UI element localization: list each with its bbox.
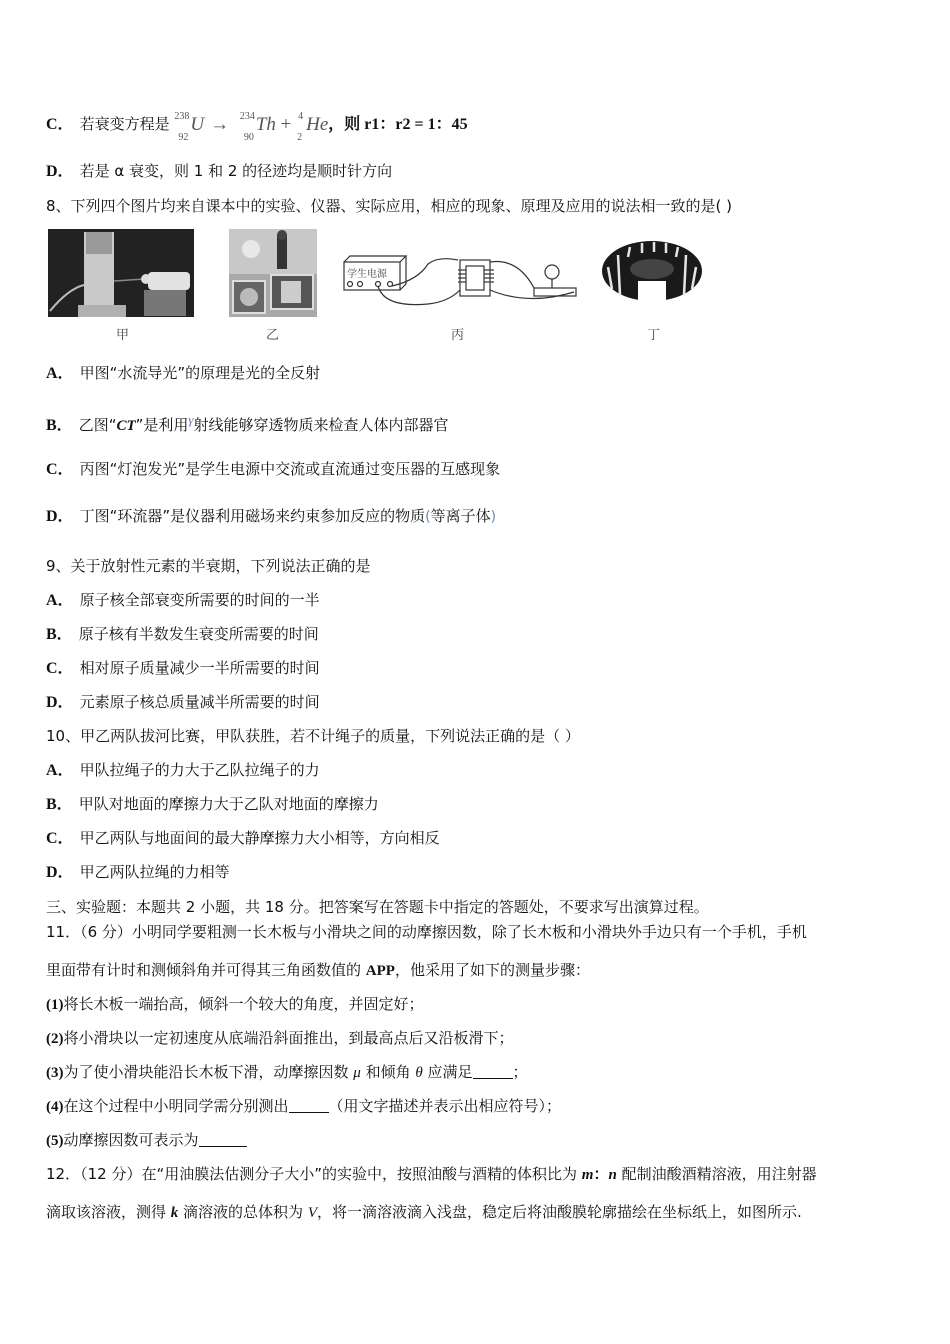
figure-ding-tokamak [598, 237, 706, 311]
q11-step-3: (3)为了使小滑块能沿长木板下滑，动摩擦因数 μ 和倾角 θ 应满足 ； [46, 1063, 528, 1081]
nuclide-uranium: 238 92 U [174, 110, 205, 143]
option-label: C． [46, 116, 74, 133]
q11-step-5: (5)动摩擦因数可表示为 [46, 1130, 247, 1151]
nuclide-helium: 4 2 He [297, 110, 329, 143]
q11-stem-line1: 11．（6 分）小明同学要粗测一长木板与小滑块之间的动摩擦因数，除了长木板和小滑块外手边只有一个手机，手机 [46, 923, 807, 941]
answer-blank[interactable] [289, 1098, 329, 1113]
figure-caption-yi: 乙 [266, 327, 280, 342]
q10-option-b: B． 甲队对地面的摩擦力大于乙队对地面的摩擦力 [46, 795, 379, 813]
q8-stem: 8、下列四个图片均来自课本中的实验、仪器、实际应用，相应的现象、原理及应用的说法相一致的是( ) [46, 197, 733, 215]
q10-option-a: A． 甲队拉绳子的力大于乙队拉绳子的力 [46, 761, 320, 779]
power-supply-label: 学生电源 [347, 269, 387, 280]
figure-caption-bing: 丙 [451, 327, 465, 342]
section-heading: 三、实验题：本题共 2 小题，共 18 分。把答案写在答题卡中指定的答题处，不要求写出演算过程。 [46, 898, 709, 916]
q9-stem: 9、关于放射性元素的半衰期，下列说法正确的是 [46, 557, 371, 575]
q7-option-c [46, 110, 468, 143]
q9-option-b: B． 原子核有半数发生衰变所需要的时间 [46, 625, 319, 643]
figure-jia-water-light-guide [48, 229, 194, 317]
q7-option-d [46, 161, 392, 182]
ct-scan-image [229, 229, 317, 317]
answer-blank[interactable] [473, 1064, 513, 1079]
q10-option-c: C． 甲乙两队与地面间的最大静摩擦力大小相等，方向相反 [46, 829, 440, 847]
q9-option-d: D． 元素原子核总质量减半所需要的时间 [46, 693, 320, 711]
water-light-guide-image [48, 229, 194, 317]
tokamak-coil-image [598, 237, 706, 311]
q12-stem-line1: 12．（12 分）在“用油膜法估测分子大小”的实验中，按照油酸与酒精的体积比为 m：n 配制油酸酒精溶液，用注射器 [46, 1165, 817, 1183]
figure-caption-ding: 丁 [647, 327, 661, 342]
arrow-icon: → [210, 113, 230, 135]
ratio-text: ，则 r1：r2 = 1：45 [328, 116, 468, 133]
option-text: 若衰变方程是 [79, 115, 170, 133]
q9-option-a: A． 原子核全部衰变所需要的时间的一半 [46, 591, 320, 609]
q8-option-d: D． 丁图“环流器”是仪器利用磁场来约束参加反应的物质(等离子体) [46, 507, 497, 525]
q8-option-b: B． 乙图“CT”是利用γ射线能够穿透物质来检查人体内部器官 [46, 412, 449, 434]
q11-stem-line2: 里面带有计时和测倾斜角并可得其三角函数值的 APP，他采用了如下的测量步骤： [46, 961, 590, 979]
q8-option-c: C． 丙图“灯泡发光”是学生电源中交流或直流通过变压器的互感现象 [46, 460, 501, 478]
answer-blank[interactable] [199, 1132, 247, 1147]
q10-stem: 10、甲乙两队拔河比赛，甲队获胜，若不计绳子的质量，下列说法正确的是（ ） [46, 727, 580, 745]
decay-equation: 238 92 U → 234 90 Th + 4 2 He [174, 110, 329, 143]
option-text: 若是 α 衰变，则 1 和 2 的径迹均是顺时针方向 [79, 162, 393, 180]
q12-stem-line2: 滴取该溶液，测得 k 滴溶液的总体积为 V，将一滴溶液滴入浅盘，稳定后将油酸膜轮廓描绘在坐标纸上，如图所示. [46, 1203, 802, 1221]
q9-option-c: C． 相对原子质量减少一半所需要的时间 [46, 659, 320, 677]
q10-option-d: D． 甲乙两队拉绳的力相等 [46, 863, 230, 881]
nuclide-thorium: 234 90 Th [239, 110, 276, 143]
q11-step-1: (1)将长木板一端抬高，倾斜一个较大的角度，并固定好； [46, 995, 424, 1013]
gamma-symbol: γ [188, 412, 194, 427]
q11-step-2: (2)将小滑块以一定初速度从底端沿斜面推出，到最高点后又沿板滑下； [46, 1029, 514, 1047]
figure-yi-ct-scan [229, 229, 317, 317]
figure-caption-jia: 甲 [116, 327, 130, 342]
q11-step-4: (4)在这个过程中小明同学需分别测出 （用文字描述并表示出相应符号）； [46, 1097, 562, 1115]
option-label: D． [46, 163, 74, 180]
q8-option-a: A． 甲图“水流导光”的原理是光的全反射 [46, 364, 321, 382]
transformer-circuit-diagram [338, 250, 582, 312]
figure-bing-transformer-circuit [338, 250, 582, 312]
